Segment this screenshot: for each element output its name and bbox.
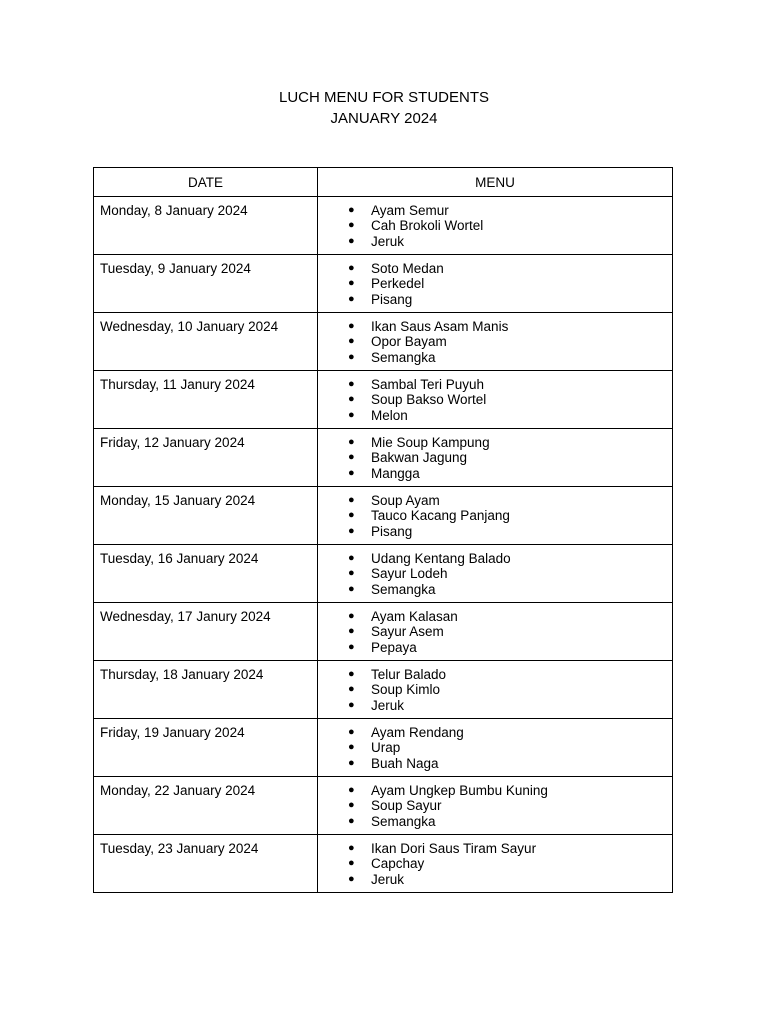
menu-item-label: Perkedel (371, 276, 425, 292)
menu-item-label: Udang Kentang Balado (371, 551, 511, 566)
menu-cell (318, 371, 673, 429)
menu-item-list (318, 319, 672, 365)
list-item (318, 350, 672, 365)
list-item (318, 566, 672, 581)
bullet-icon: ● (348, 234, 355, 247)
bullet-icon: ● (348, 408, 355, 421)
menu-item-label: Semangka (371, 349, 436, 365)
menu-item-list (318, 783, 672, 829)
menu-cell (318, 661, 673, 719)
menu-item-label: Ayam Rendang (371, 725, 464, 740)
menu-item-label: Pisang (371, 291, 413, 307)
list-item (318, 698, 672, 713)
title-line-2: JANUARY 2024 (330, 110, 438, 127)
bullet-icon: ● (348, 277, 355, 290)
menu-item-label: Bakwan Jagung (371, 450, 468, 466)
date-column-header: DATE (94, 168, 318, 197)
bullet-icon: ● (348, 582, 355, 595)
list-item (318, 798, 672, 813)
menu-item-label: Ayam Kalasan (371, 609, 458, 624)
bullet-icon: ● (348, 814, 355, 827)
table-row (94, 661, 673, 719)
menu-item-label: Pisang (371, 523, 413, 539)
menu-cell (318, 545, 673, 603)
date-cell: Tuesday, 16 January 2024 (94, 545, 318, 603)
bullet-icon: ● (348, 466, 355, 479)
menu-item-label: Soup Kimlo (371, 682, 441, 698)
bullet-icon: ● (348, 857, 355, 870)
document-title (0, 87, 768, 129)
bullet-icon: ● (348, 741, 355, 754)
menu-item-label: Jeruk (371, 871, 405, 887)
bullet-icon: ● (348, 509, 355, 522)
bullet-icon: ● (348, 292, 355, 305)
bullet-icon: ● (348, 726, 355, 738)
menu-item-list (318, 435, 672, 481)
list-item (318, 682, 672, 697)
lunch-menu-table (93, 167, 673, 893)
list-item (318, 493, 672, 508)
menu-item-label: Cah Brokoli Wortel (371, 218, 484, 234)
menu-item-label: Soup Sayur (371, 798, 442, 814)
bullet-icon: ● (348, 350, 355, 363)
bullet-icon: ● (348, 335, 355, 348)
bullet-icon: ● (348, 451, 355, 464)
menu-item-label: Capchay (371, 856, 425, 872)
menu-cell (318, 603, 673, 661)
menu-item-label: Ayam Ungkep Bumbu Kuning (371, 783, 548, 798)
menu-item-label: Soto Medan (371, 261, 444, 276)
menu-cell (318, 777, 673, 835)
bullet-icon: ● (348, 668, 355, 680)
list-item (318, 640, 672, 655)
table-row (94, 603, 673, 661)
menu-item-label: Buah Naga (371, 755, 439, 771)
menu-item-label: Ikan Dori Saus Tiram Sayur (371, 841, 537, 856)
table-row (94, 313, 673, 371)
date-cell: Thursday, 18 January 2024 (94, 661, 318, 719)
list-item (318, 582, 672, 597)
menu-item-label: Semangka (371, 813, 436, 829)
bullet-icon: ● (348, 799, 355, 812)
menu-cell (318, 835, 673, 893)
bullet-icon: ● (348, 784, 355, 796)
bullet-icon: ● (348, 494, 355, 506)
menu-item-label: Ikan Saus Asam Manis (371, 319, 509, 334)
bullet-icon: ● (348, 872, 355, 885)
date-cell: Wednesday, 10 January 2024 (94, 313, 318, 371)
date-cell: Tuesday, 23 January 2024 (94, 835, 318, 893)
table-header (94, 168, 673, 197)
menu-item-label: Telur Balado (371, 667, 447, 682)
bullet-icon: ● (348, 625, 355, 638)
title-line-1: LUCH MENU FOR STUDENTS (278, 89, 489, 106)
menu-cell (318, 255, 673, 313)
menu-item-list (318, 725, 672, 771)
menu-item-list (318, 609, 672, 655)
list-item (318, 872, 672, 887)
bullet-icon: ● (348, 320, 355, 332)
menu-item-list (318, 551, 672, 597)
list-item (318, 609, 672, 624)
list-item (318, 624, 672, 639)
table-row (94, 777, 673, 835)
table-row (94, 835, 673, 893)
menu-cell (318, 313, 673, 371)
date-cell: Monday, 15 January 2024 (94, 487, 318, 545)
date-cell: Monday, 8 January 2024 (94, 197, 318, 255)
list-item (318, 524, 672, 539)
date-cell: Thursday, 11 Janury 2024 (94, 371, 318, 429)
list-item (318, 218, 672, 233)
list-item (318, 466, 672, 481)
table-row (94, 545, 673, 603)
list-item (318, 450, 672, 465)
menu-item-label: Jeruk (371, 233, 405, 249)
menu-item-label: Melon (371, 407, 408, 423)
list-item (318, 841, 672, 856)
menu-cell (318, 197, 673, 255)
list-item (318, 725, 672, 740)
table-row (94, 255, 673, 313)
bullet-icon: ● (348, 524, 355, 537)
menu-item-label: Pepaya (371, 639, 417, 655)
menu-item-label: Sayur Lodeh (371, 566, 448, 582)
menu-item-label: Ayam Semur (371, 203, 449, 218)
menu-item-list (318, 261, 672, 307)
list-item (318, 740, 672, 755)
bullet-icon: ● (348, 552, 355, 564)
list-item (318, 783, 672, 798)
menu-item-label: Mangga (371, 465, 420, 481)
menu-item-label: Jeruk (371, 697, 405, 713)
bullet-icon: ● (348, 610, 355, 622)
list-item (318, 292, 672, 307)
bullet-icon: ● (348, 567, 355, 580)
date-cell: Tuesday, 9 January 2024 (94, 255, 318, 313)
menu-item-label: Mie Soup Kampung (371, 435, 490, 450)
date-cell: Friday, 12 January 2024 (94, 429, 318, 487)
menu-item-label: Soup Bakso Wortel (371, 392, 487, 408)
date-cell: Wednesday, 17 Janury 2024 (94, 603, 318, 661)
menu-item-label: Opor Bayam (371, 334, 447, 350)
bullet-icon: ● (348, 262, 355, 274)
table-body (94, 197, 673, 893)
list-item (318, 392, 672, 407)
table-header-row (94, 168, 673, 197)
menu-item-label: Soup Ayam (371, 493, 440, 508)
list-item (318, 435, 672, 450)
list-item (318, 756, 672, 771)
menu-cell (318, 429, 673, 487)
table-row (94, 197, 673, 255)
date-cell: Monday, 22 January 2024 (94, 777, 318, 835)
menu-item-list (318, 203, 672, 249)
list-item (318, 334, 672, 349)
list-item (318, 377, 672, 392)
bullet-icon: ● (348, 756, 355, 769)
menu-column-header: MENU (318, 168, 673, 197)
bullet-icon: ● (348, 204, 355, 216)
bullet-icon: ● (348, 219, 355, 232)
menu-item-label: Sambal Teri Puyuh (371, 377, 485, 392)
bullet-icon: ● (348, 842, 355, 854)
menu-item-label: Semangka (371, 581, 436, 597)
table-row (94, 371, 673, 429)
menu-cell (318, 487, 673, 545)
bullet-icon: ● (348, 378, 355, 390)
list-item (318, 667, 672, 682)
menu-item-label: Urap (371, 740, 401, 756)
bullet-icon: ● (348, 640, 355, 653)
list-item (318, 814, 672, 829)
table-row (94, 429, 673, 487)
menu-item-label: Tauco Kacang Panjang (371, 508, 510, 524)
list-item (318, 856, 672, 871)
bullet-icon: ● (348, 393, 355, 406)
menu-item-label: Sayur Asem (371, 624, 444, 640)
bullet-icon: ● (348, 683, 355, 696)
bullet-icon: ● (348, 436, 355, 448)
list-item (318, 319, 672, 334)
menu-item-list (318, 377, 672, 423)
list-item (318, 276, 672, 291)
bullet-icon: ● (348, 698, 355, 711)
list-item (318, 261, 672, 276)
date-cell: Friday, 19 January 2024 (94, 719, 318, 777)
menu-item-list (318, 667, 672, 713)
list-item (318, 551, 672, 566)
list-item (318, 234, 672, 249)
table-row (94, 719, 673, 777)
menu-cell (318, 719, 673, 777)
menu-item-list (318, 493, 672, 539)
list-item (318, 408, 672, 423)
list-item (318, 203, 672, 218)
menu-item-list (318, 841, 672, 887)
table-row (94, 487, 673, 545)
list-item (318, 508, 672, 523)
